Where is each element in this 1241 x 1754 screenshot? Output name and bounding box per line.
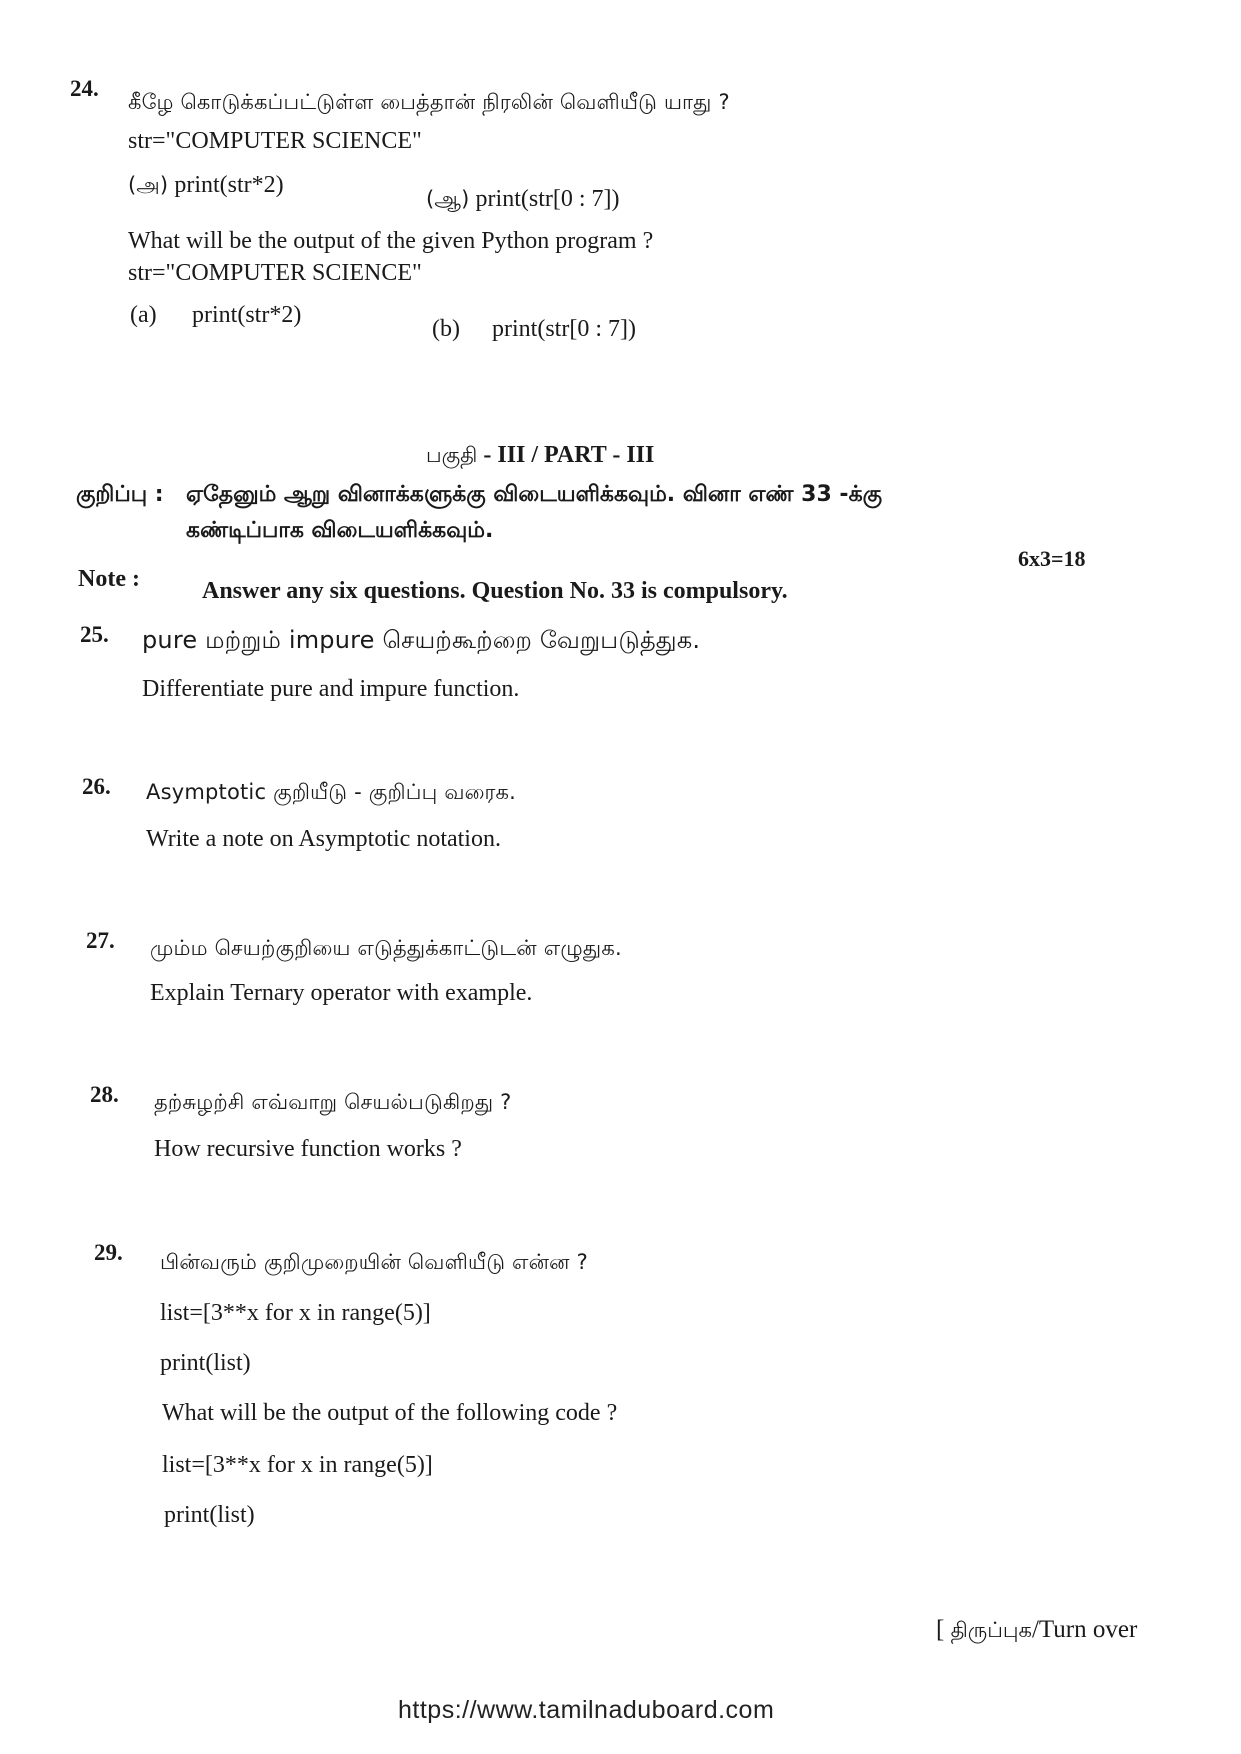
option-code: print(str[0 : 7]) — [475, 186, 620, 212]
q26-number: 26. — [82, 774, 111, 799]
q26-english-text: Write a note on Asymptotic notation. — [146, 826, 501, 852]
q24-english-option-a-code: print(str*2) — [192, 302, 302, 328]
q28-english-text: How recursive function works ? — [154, 1136, 462, 1162]
q27-number: 27. — [86, 928, 115, 953]
section-marks: 6x3=18 — [1018, 546, 1086, 571]
note-text-tamil-line2: கண்டிப்பாக விடையளிக்கவும். — [186, 518, 494, 543]
q27-english-text: Explain Ternary operator with example. — [150, 980, 533, 1006]
q24-english-option-b-code: print(str[0 : 7]) — [492, 316, 636, 342]
q24-tamil-text: கீழே கொடுக்கப்பட்டுள்ள பைத்தான் நிரலின் வெளியீடு யாது ? — [128, 90, 730, 114]
q28-tamil-text: தற்சுழற்சி எவ்வாறு செயல்படுகிறது ? — [154, 1090, 512, 1114]
q29-tamil-code-line1: list=[3**x for x in range(5)] — [160, 1300, 431, 1326]
note-label-english: Note : — [78, 566, 140, 592]
part-three-heading — [426, 442, 654, 470]
q24-english-string-assignment: str="COMPUTER SCIENCE" — [128, 260, 422, 286]
q24-english-option-b-label: (b) — [432, 316, 460, 342]
part-title-tamil: பகுதி — [426, 443, 478, 467]
q24-tamil-option-b — [426, 186, 620, 214]
q24-number: 24. — [70, 76, 99, 101]
note-label-tamil: குறிப்பு : — [76, 482, 164, 507]
q29-english-text: What will be the output of the following code ? — [162, 1400, 618, 1426]
footer-url: https://www.tamilnaduboard.com — [398, 1696, 775, 1724]
q29-number: 29. — [94, 1240, 123, 1265]
option-code: print(str*2) — [174, 172, 284, 198]
note-text-english: Answer any six questions. Question No. 33 is compulsory. — [202, 578, 788, 604]
option-label: (ஆ) — [426, 187, 470, 211]
q25-english-text: Differentiate pure and impure function. — [142, 676, 520, 702]
turn-over-tamil: திருப்புக — [950, 1618, 1032, 1642]
part-title-english: - III / PART - III — [477, 442, 655, 468]
q24-english-text: What will be the output of the given Python program ? — [128, 228, 654, 254]
q28-number: 28. — [90, 1082, 119, 1107]
turn-over-bracket: [ — [936, 1616, 945, 1643]
q29-tamil-code-line2: print(list) — [160, 1350, 251, 1376]
q27-tamil-text: மும்ம செயற்குறியை எடுத்துக்காட்டுடன் எழுதுக. — [150, 936, 622, 960]
q25-tamil-text: pure மற்றும் impure செயற்கூற்றை வேறுபடுத்துக. — [142, 626, 701, 654]
q24-english-option-a-label: (a) — [130, 302, 157, 328]
q29-english-code-line2: print(list) — [164, 1502, 255, 1528]
turn-over-note — [936, 1616, 1137, 1645]
option-label: (அ) — [128, 173, 169, 197]
q25-number: 25. — [80, 622, 109, 647]
q24-tamil-option-a — [128, 172, 284, 200]
q26-tamil-text: Asymptotic குறியீடு - குறிப்பு வரைக. — [146, 780, 517, 804]
note-text-tamil-line1: ஏதேனும் ஆறு வினாக்களுக்கு விடையளிக்கவும். வினா எண் 33 -க்கு — [186, 482, 883, 507]
turn-over-english: /Turn over — [1031, 1616, 1138, 1643]
q29-tamil-text: பின்வரும் குறிமுறையின் வெளியீடு என்ன ? — [160, 1250, 588, 1274]
q29-english-code-line1: list=[3**x for x in range(5)] — [162, 1452, 433, 1478]
q24-tamil-string-assignment: str="COMPUTER SCIENCE" — [128, 128, 422, 154]
